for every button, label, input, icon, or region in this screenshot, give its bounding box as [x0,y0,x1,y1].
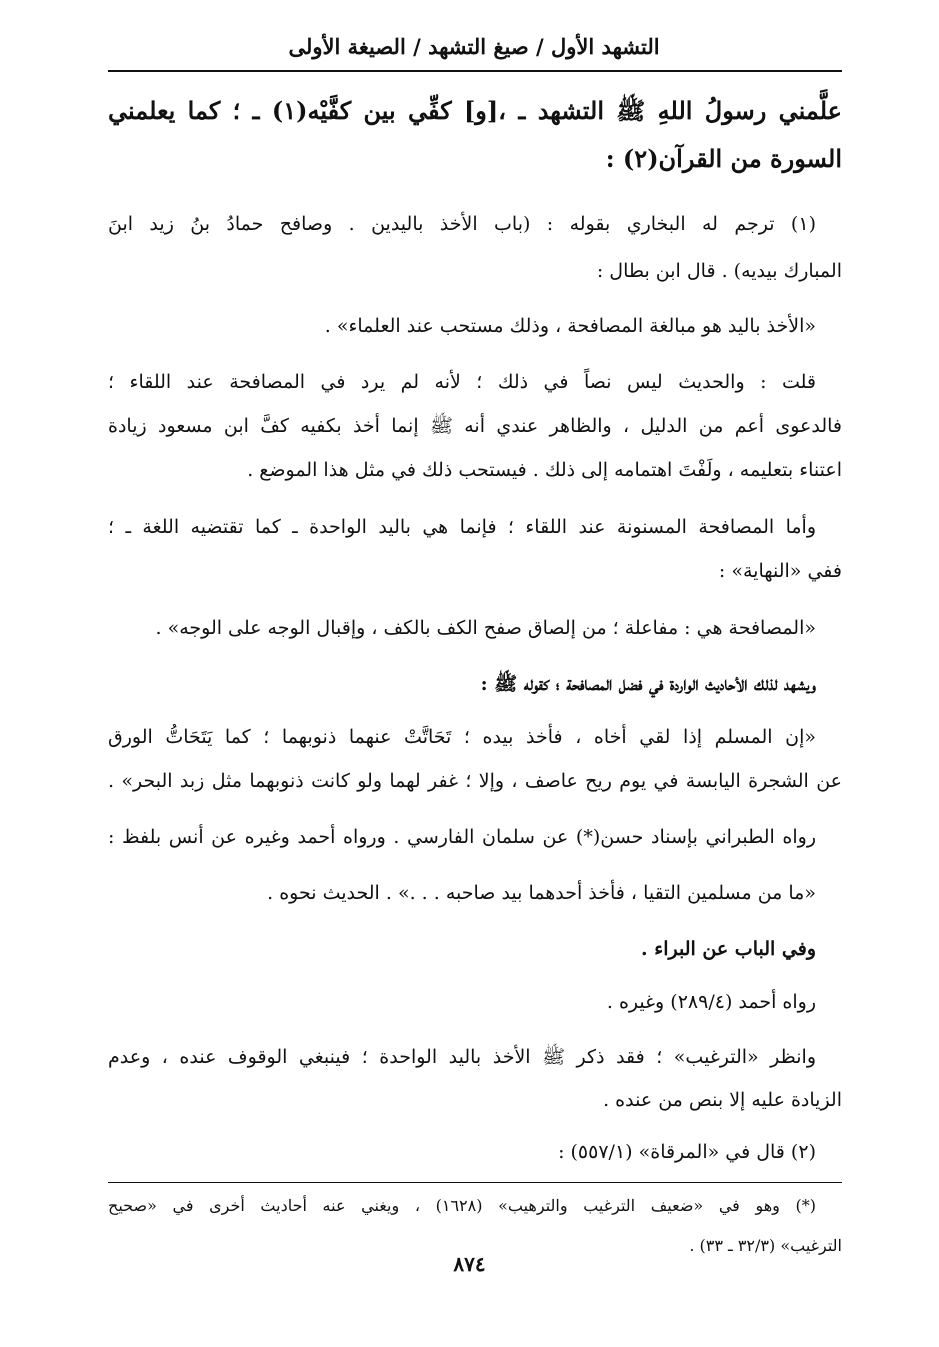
note-line-17: وانظر «الترغيب» ؛ فقد ذكر ﷺ الأخذ باليد الواحدة ؛ فينبغي الوقوف عنده ، وعدم [108,1046,816,1068]
note-line-16: رواه أحمد (٢٨٩/٤) وغيره . [606,991,816,1013]
note-line-7: وأما المصافحة المسنونة عند اللقاء ؛ فإنما هي باليد الواحدة ـ كما تقتضيه اللغة ـ ؛ [108,516,816,538]
note-line-13: رواه الطبراني بإسناد حسن(*) عن سلمان الفارسي . ورواه أحمد وغيره عن أنس بلفظ : [108,826,816,848]
note-line-12: عن الشجرة اليابسة في يوم ريح عاصف ، وإلا ؛ غفر لهما ولو كانت ذنوبهما مثل زبد البحر» . [108,770,842,792]
page-number: ٨٧٤ [453,1252,486,1276]
note-line-18: الزيادة عليه إلا بنص من عنده . [603,1089,842,1111]
footnote-line-1: (*) وهو في «ضعيف الترغيب والترهيب» (١٦٢٨) ، ويغني عنه أحاديث أخرى في «صحيح [108,1196,816,1215]
main-text-line-1: علَّمني رسولُ اللهِ ﷺ التشهد ـ ،[و] كفِّي بين كفَّيْه(١) ـ ؛ كما يعلمني [108,96,843,125]
note-line-14: «ما من مسلمين التقيا ، فأخذ أحدهما بيد صاحبه . . .» . الحديث نحوه . [267,882,816,904]
main-text-line-2: السورة من القرآن(٢) : [605,144,842,173]
note-line-9: «المصافحة هي : مفاعلة ؛ من إلصاق صفح الكف بالكف ، وإقبال الوجه على الوجه» . [155,617,816,639]
note-line-10: ويشهد لذلك الأحاديث الواردة في فضل المصافحة ؛ كقوله ﷺ : [480,673,816,695]
running-header: التشهد الأول / صيغ التشهد / الصيغة الأولى [288,34,660,59]
footnote-separator [108,1182,842,1183]
footnote-line-2: الترغيب» (٣٢/٣ ـ ٣٣) . [689,1236,842,1255]
note-line-2: المبارك بيديه) . قال ابن بطال : [596,260,842,282]
note-line-4: قلت : والحديث ليس نصاً في ذلك ؛ لأنه لم يرد في المصافحة عند اللقاء ؛ [108,371,816,393]
header-rule [108,70,842,72]
note-line-8: ففي «النهاية» : [718,560,842,582]
note-line-11: «إن المسلم إذا لقي أخاه ، فأخذ بيده ؛ تَحَاتَّتْ عنهما ذنوبهما ؛ كما يَتَحَاتُّ الورق [108,726,816,748]
note-line-15: وفي الباب عن البراء . [641,938,816,960]
note-line-3: «الأخذ باليد هو مبالغة المصافحة ، وذلك مستحب عند العلماء» . [324,315,816,337]
note-line-6: اعتناء بتعليمه ، ولَفْتَ اهتمامه إلى ذلك . فيستحب ذلك في مثل هذا الموضع . [247,459,842,481]
note-line-19: (٢) قال في «المرقاة» (٥٥٧/١) : [558,1141,816,1163]
note-line-5: فالدعوى أعم من الدليل ، والظاهر عندي أنه ﷺ إنما أخذ بكفيه كفَّ ابن مسعود زيادة [108,415,843,437]
note-line-1: (١) ترجم له البخاري بقوله : (باب الأخذ باليدين . وصافح حمادُ بنُ زيد ابنَ [108,213,816,235]
